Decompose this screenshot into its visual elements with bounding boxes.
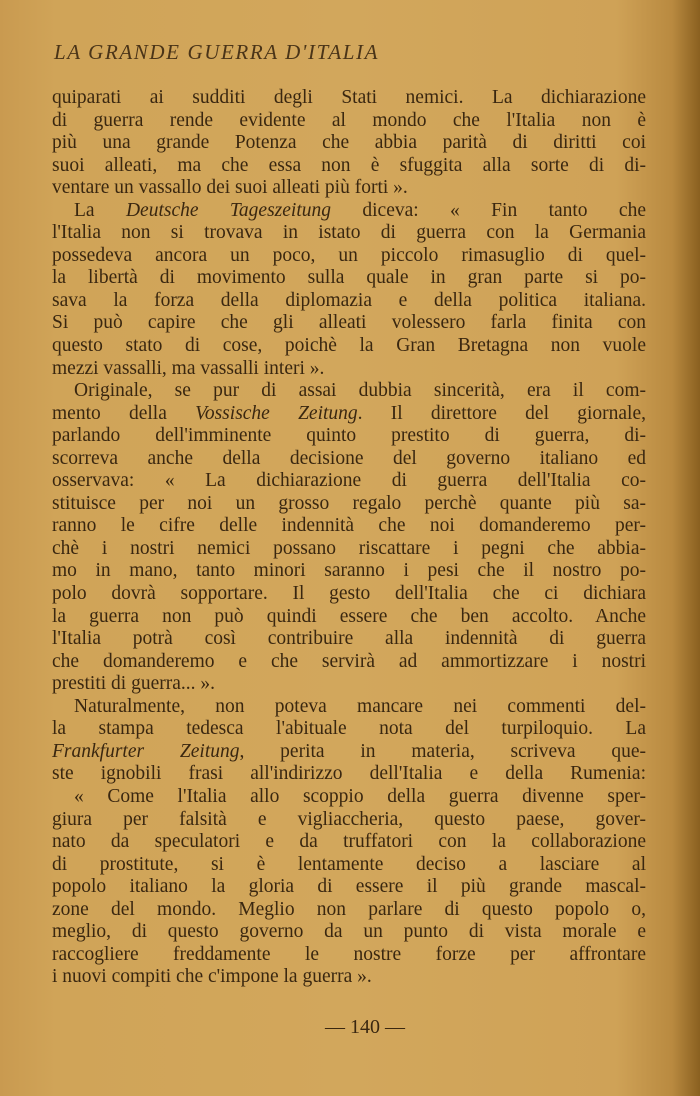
text-segment: ventare un vassallo dei suoi alleati più forti ». <box>52 177 408 199</box>
text-segment: di prostitute, si è lentamente deciso a lasciare al <box>52 853 646 875</box>
text-line <box>52 358 646 381</box>
text-line <box>52 876 646 899</box>
text-segment: ste ignobili frasi all'indirizzo dell'Italia e della Rumenia: <box>52 763 646 785</box>
text-segment: più una grande Potenza che abbia parità di diritti coi <box>52 132 646 154</box>
text-line <box>52 222 646 245</box>
text-line <box>52 854 646 877</box>
text-line <box>52 132 646 155</box>
text-line <box>52 651 646 674</box>
text-line <box>52 403 646 426</box>
text-line <box>52 741 646 764</box>
text-line <box>52 425 646 448</box>
page-number: — 140 — <box>325 1016 405 1038</box>
running-header: LA GRANDE GUERRA D'ITALIA <box>54 40 380 64</box>
text-segment: . Il direttore del giornale, <box>357 402 646 424</box>
text-segment: zone del mondo. Meglio non parlare di questo popolo o, <box>52 898 646 920</box>
text-segment: suoi alleati, ma che essa non è sfuggita alla sorte di di- <box>52 154 646 176</box>
text-line <box>52 515 646 538</box>
text-line <box>52 267 646 290</box>
text-line <box>52 155 646 178</box>
text-line <box>52 718 646 741</box>
text-line <box>52 583 646 606</box>
newspaper-title: Vossische Zeitung <box>195 402 358 424</box>
text-line <box>52 200 646 223</box>
text-segment: diceva: « Fin tanto che <box>331 199 646 221</box>
text-line <box>52 110 646 133</box>
text-segment: che domanderemo e che servirà ad ammortizzare i nostri <box>52 650 646 672</box>
text-segment: mezzi vassalli, ma vassalli interi ». <box>52 357 325 379</box>
text-line <box>52 763 646 786</box>
text-line <box>52 538 646 561</box>
text-segment: meglio, di questo governo da un punto di vista morale e <box>52 921 646 943</box>
text-segment: polo dovrà sopportare. Il gesto dell'Italia che ci dichiara <box>52 583 646 605</box>
text-segment: popolo italiano la gloria di essere il più grande mascal- <box>52 876 646 898</box>
text-line <box>52 786 646 809</box>
text-line <box>52 560 646 583</box>
text-segment: la guerra non può quindi essere che ben accolto. Anche <box>52 605 646 627</box>
text-line <box>52 312 646 335</box>
text-segment: stituisce per noi un grosso regalo perchè quante più sa- <box>52 492 646 514</box>
text-segment: quiparati ai sudditi degli Stati nemici. La dichiarazione <box>52 87 646 108</box>
text-segment: scorreva anche della decisione del governo italiano ed <box>52 447 646 469</box>
text-line <box>52 448 646 471</box>
text-segment: prestiti di guerra... ». <box>52 673 215 695</box>
text-segment: la libertà di movimento sulla quale in gran parte si po- <box>52 267 646 289</box>
text-line <box>52 628 646 651</box>
text-segment: mento della <box>52 402 196 424</box>
text-segment: l'Italia potrà così contribuire alla indennità di guerra <box>52 628 646 650</box>
text-line <box>52 899 646 922</box>
text-segment: osservava: « La dichiarazione di guerra dell'Italia co- <box>52 470 646 492</box>
text-segment: di guerra rende evidente al mondo che l'Italia non è <box>52 109 646 131</box>
text-line <box>52 944 646 967</box>
text-segment: Originale, se pur di assai dubbia sincerità, era il com- <box>74 380 646 402</box>
text-line <box>52 290 646 313</box>
newspaper-title: Deutsche Tageszeitung <box>125 199 332 221</box>
text-line <box>52 921 646 944</box>
text-line <box>52 470 646 493</box>
text-segment: nato da speculatori e da truffatori con la collaborazione <box>52 831 646 853</box>
newspaper-title: Frankfurter Zeitung <box>52 740 240 762</box>
text-segment: sava la forza della diplomazia e della politica italiana. <box>52 289 646 311</box>
text-line <box>52 335 646 358</box>
text-segment: parlando dell'imminente quinto prestito di guerra, di- <box>52 425 646 447</box>
body-text <box>52 87 646 989</box>
text-segment: mo in mano, tanto minori saranno i pesi che il nostro po- <box>52 560 646 582</box>
text-segment: Si può capire che gli alleati volessero farla finita con <box>52 312 646 334</box>
text-segment: i nuovi compiti che c'impone la guerra ». <box>52 966 372 988</box>
text-line <box>52 696 646 719</box>
text-segment: possedeva ancora un poco, un piccolo rimasuglio di quel- <box>52 244 646 266</box>
text-segment: raccogliere freddamente le nostre forze per affrontare <box>52 943 646 965</box>
text-line <box>52 673 646 696</box>
text-segment: ranno le cifre delle indennità che noi domanderemo per- <box>52 515 646 537</box>
text-segment: giura per falsità e vigliaccheria, questo paese, gover- <box>52 808 646 830</box>
text-segment: « Come l'Italia allo scoppio della guerra divenne sper- <box>74 785 646 807</box>
text-line <box>52 809 646 832</box>
text-segment: questo stato di cose, poichè la Gran Bretagna non vuole <box>52 335 646 357</box>
text-segment: , perita in materia, scriveva que- <box>239 740 646 762</box>
text-line <box>52 966 646 989</box>
text-line <box>52 245 646 268</box>
text-segment: l'Italia non si trovava in istato di guerra con la Germania <box>52 222 646 244</box>
text-segment: Naturalmente, non poteva mancare nei commenti del- <box>74 695 646 717</box>
text-line <box>52 606 646 629</box>
text-segment: la stampa tedesca l'abituale nota del turpiloquio. La <box>52 718 646 740</box>
text-line <box>52 831 646 854</box>
text-line <box>52 87 646 110</box>
text-segment: chè i nostri nemici possano riscattare i pegni che abbia- <box>52 537 646 559</box>
text-segment: La <box>74 199 126 221</box>
text-line <box>52 380 646 403</box>
text-line <box>52 177 646 200</box>
text-line <box>52 493 646 516</box>
